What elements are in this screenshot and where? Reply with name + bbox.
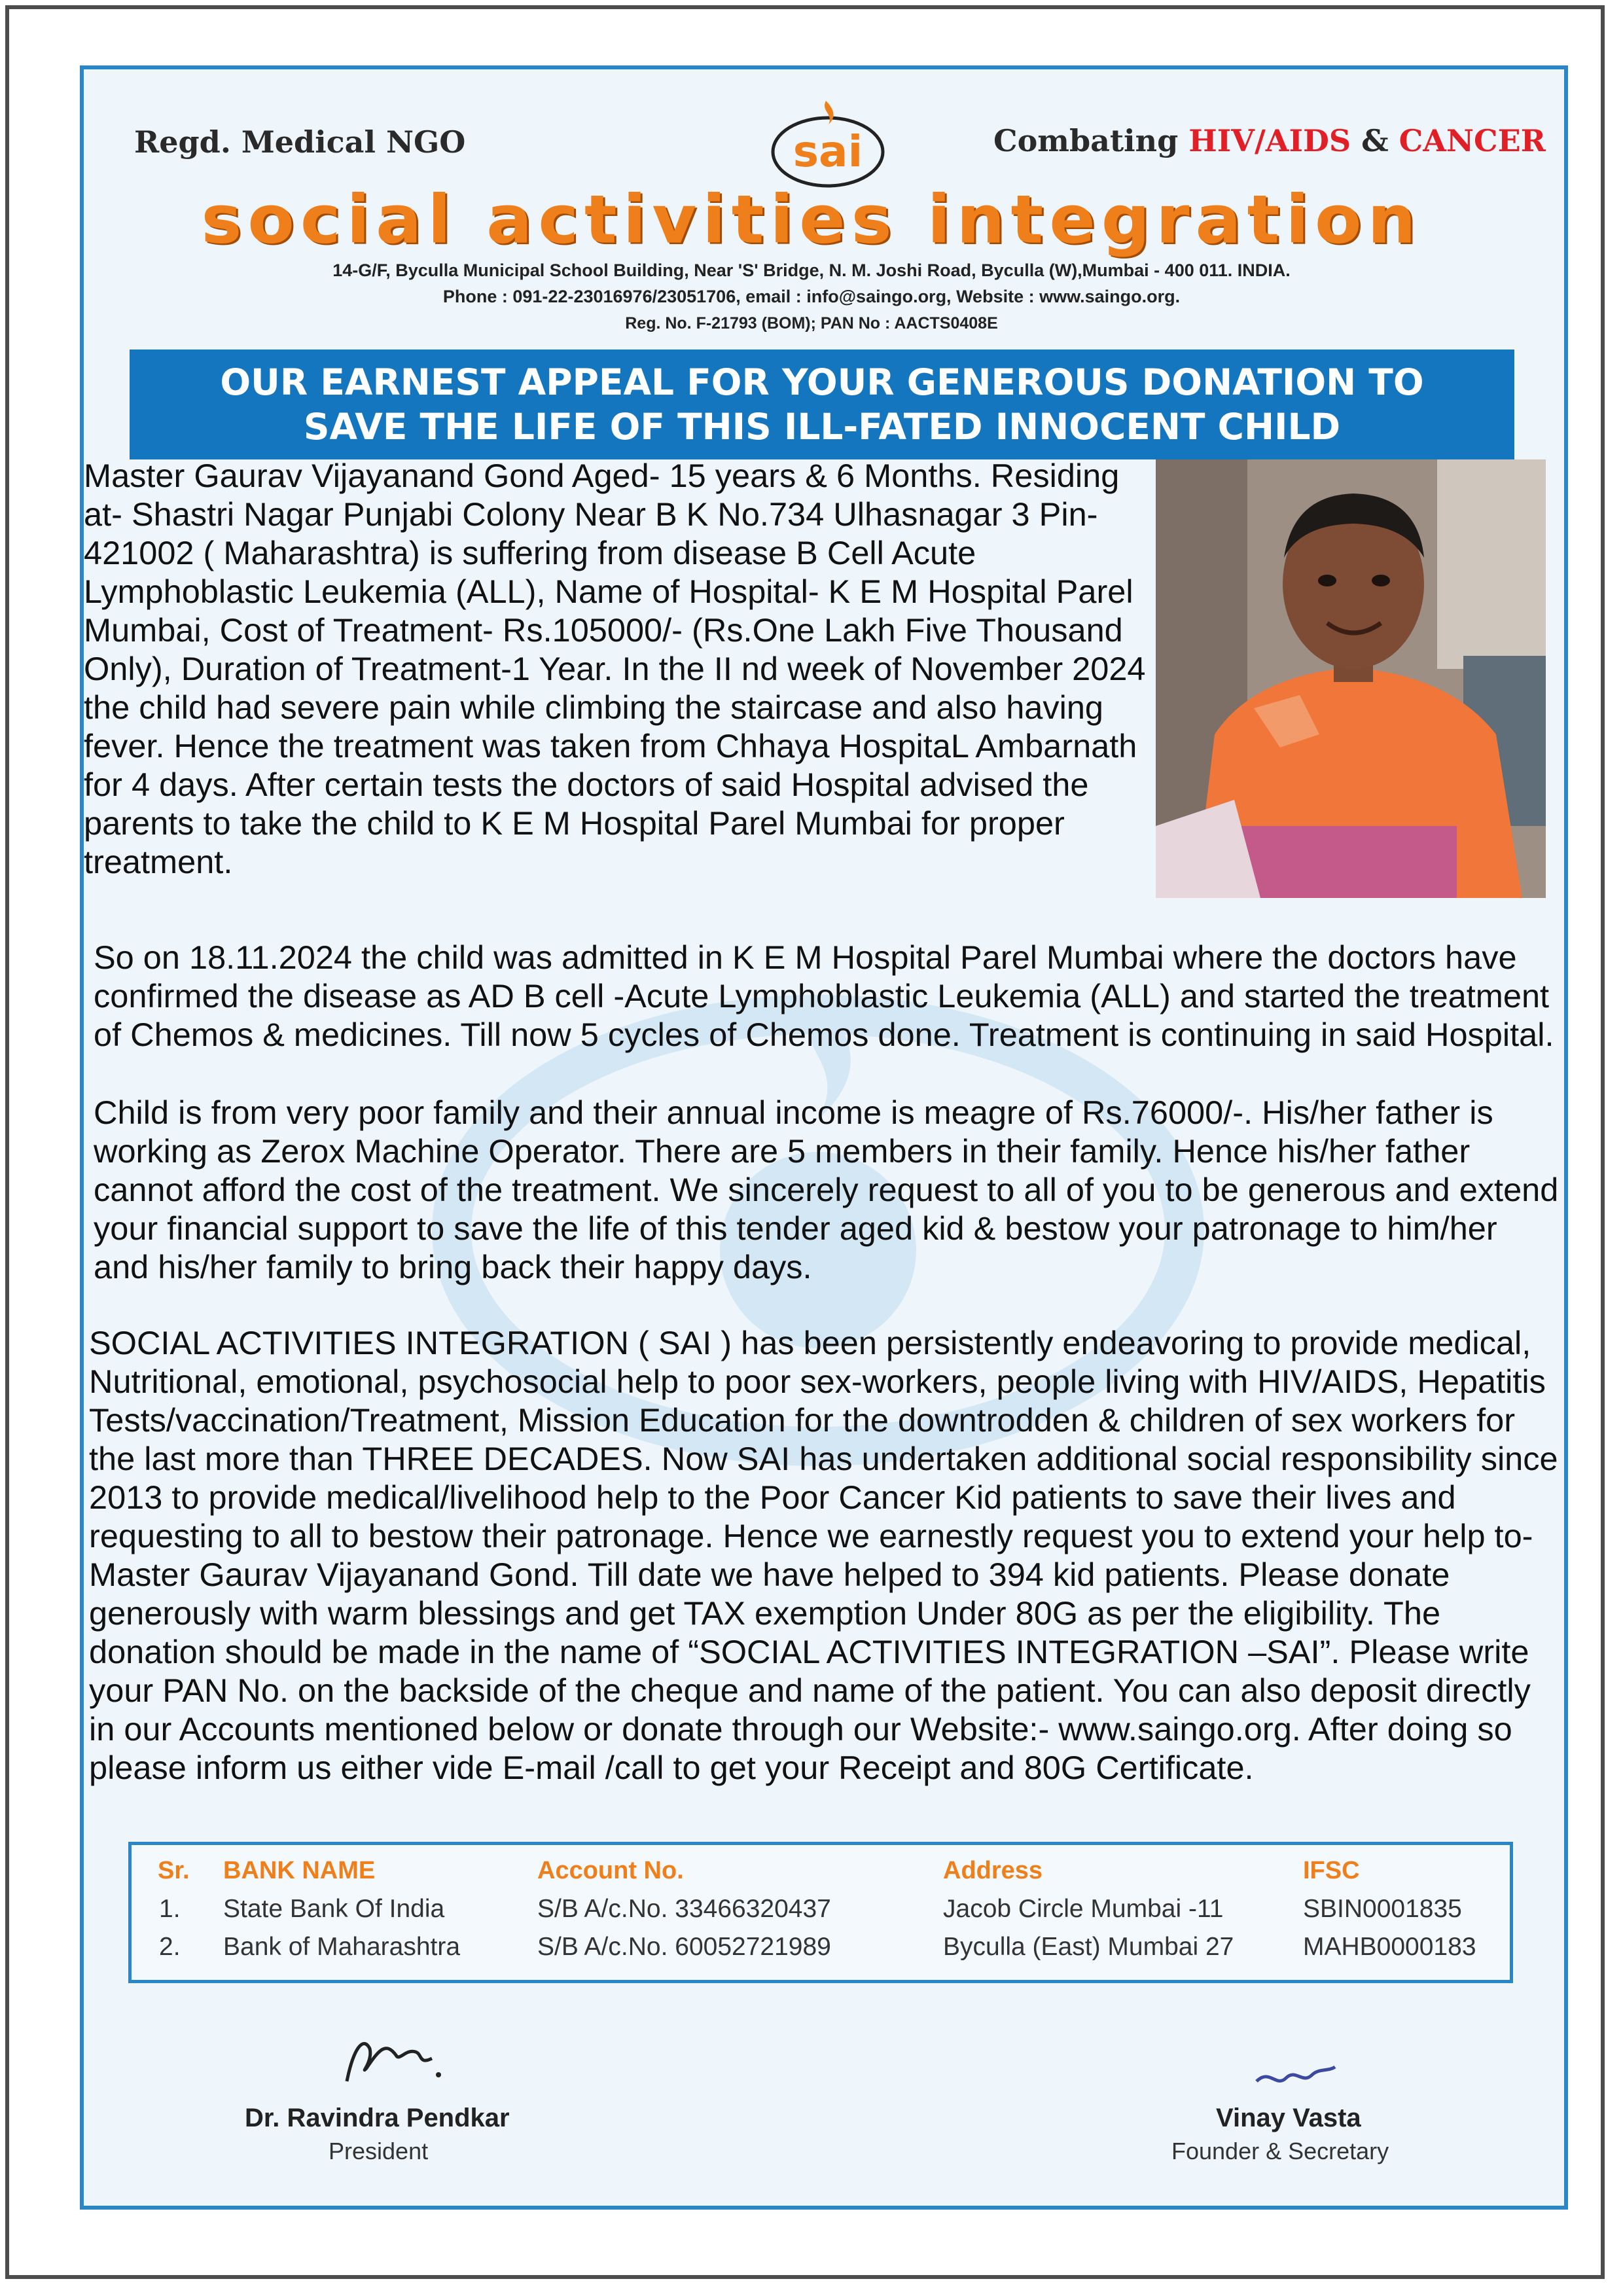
table-header-ifsc: IFSC [1303,1857,1360,1884]
president-name: Dr. Ravindra Pendkar [245,2104,510,2132]
combating-tagline [993,123,1546,158]
table-cell: MAHB0000183 [1303,1933,1476,1961]
appeal-banner-line1: OUR EARNEST APPEAL FOR YOUR GENEROUS DONATION TO [220,361,1424,403]
registration-line: Reg. No. F-21793 (BOM); PAN No : AACTS0408E [625,314,998,332]
table-cell: State Bank Of India [223,1895,445,1923]
registered-ngo-label: Regd. Medical NGO [134,124,466,160]
table-cell: S/B A/c.No. 60052721989 [537,1933,831,1961]
address-line: 14-G/F, Byculla Municipal School Building, Near 'S' Bridge, N. M. Joshi Road, Byculla (W),Mumbai - 400 011. INDIA. [332,260,1291,280]
flame-icon [825,101,833,124]
logo-text: sai [793,126,863,177]
admission-paragraph: So on 18.11.2024 the child was admitted in K E M Hospital Parel Mumbai where the doctors have confirmed the disease as AD B cell -Acute Lymphoblastic Leukemia (ALL) and started the treatment of Chemos & medicines. Till now 5 cycles of Chemos done. Treatment is continuing in said Hospital. [94,939,1554,1053]
table-header-sr: Sr. [158,1857,190,1884]
table-cell: Bank of Maharashtra [223,1933,461,1961]
child-details-paragraph: Master Gaurav Vijayanand Gond Aged- 15 years & 6 Months. Residing at- Shastri Nagar Punjabi Colony Near B K No.734 Ulhasnagar 3 Pin-421002 ( Maharashtra) is suffering from disease B Cell Acute Lymphoblastic Leukemia (ALL), Name of Hospital- K E M Hospital Parel Mumbai, Cost of Treatment- Rs.105000/- (Rs.One Lakh Five Thousand Only), Duration of Treatment-1 Year. In the II nd week of November 2024 the child had severe pain while climbing the staircase and also having fever. Hence the treatment was taken from Chhaya HospitaL Ambarnath for 4 days. After certain tests the doctors of said Hospital advised the parents to take the child to K E M Hospital Parel Mumbai for proper treatment. [84,457,1146,880]
president-role: President [329,2138,429,2164]
secretary-signature [1250,2055,1342,2101]
contact-line: Phone : 091-22-23016976/23051706, email : info@saingo.org, Website : www.saingo.org. [442,287,1181,306]
table-cell: S/B A/c.No. 33466320437 [537,1895,831,1923]
combating-hiv: HIV/AIDS [1188,123,1351,158]
table-cell: 1. [159,1895,181,1923]
table-header-account-no: Account No. [537,1857,684,1884]
secretary-name: Vinay Vasta [1216,2104,1361,2132]
combating-cancer: CANCER [1399,123,1546,158]
table-cell: SBIN0001835 [1303,1895,1462,1923]
combating-amp: & [1361,123,1389,158]
table-cell: Byculla (East) Mumbai 27 [943,1933,1234,1961]
secretary-role: Founder & Secretary [1171,2138,1389,2164]
table-cell: Jacob Circle Mumbai -11 [943,1895,1224,1923]
appeal-banner-line2: SAVE THE LIFE OF THIS ILL-FATED INNOCENT CHILD [303,406,1341,448]
sai-logo [770,98,886,190]
family-situation-paragraph: Child is from very poor family and their annual income is meagre of Rs.76000/-. His/her father is working as Zerox Machine Operator. There are 5 members in their family. Hence his/her father cannot afford the cost of the treatment. We sincerely request to all of you to be generous and extend your financial support to save the life of this tender aged kid & bestow your patronage to him/her and his/her family to bring back their happy days. [94,1094,1559,1285]
table-header-bank-name: BANK NAME [223,1857,376,1884]
child-photo [1156,459,1546,898]
table-cell: 2. [159,1933,181,1961]
combating-prefix: Combating [993,123,1179,158]
bank-details-table [128,1842,1513,1983]
organization-title: social activities integration [201,180,1422,259]
appeal-banner [130,350,1514,459]
sai-appeal-paragraph: SOCIAL ACTIVITIES INTEGRATION ( SAI ) has been persistently endeavoring to provide medical, Nutritional, emotional, psychosocial help to poor sex-workers, people living with HIV/AIDS, Hepatitis Tests/vaccination/Treatment, Mission Education for the downtrodden & children of sex workers for the last more than THREE DECADES. Now SAI has undertaken additional social responsibility since 2013 to provide medical/livelihood help to the Poor Cancer Kid patients to save their lives and requesting to all to bestow their patronage. Hence we earnestly request you to extend your help to- Master Gaurav Vijayanand Gond. Till date we have helped to 394 kid patients. Please donate generously with warm blessings and get TAX exemption Under 80G as per the eligibility. The donation should be made in the name of “SOCIAL ACTIVITIES INTEGRATION –SAI”. Please write your PAN No. on the backside of the cheque and name of the patient. You can also deposit directly in our Accounts mentioned below or donate through our Website:- www.saingo.org. After doing so please inform us either vide E-mail /call to get your Receipt and 80G Certificate. [89,1324,1558,1786]
president-signature [334,2022,445,2094]
table-header-address: Address [943,1857,1043,1884]
